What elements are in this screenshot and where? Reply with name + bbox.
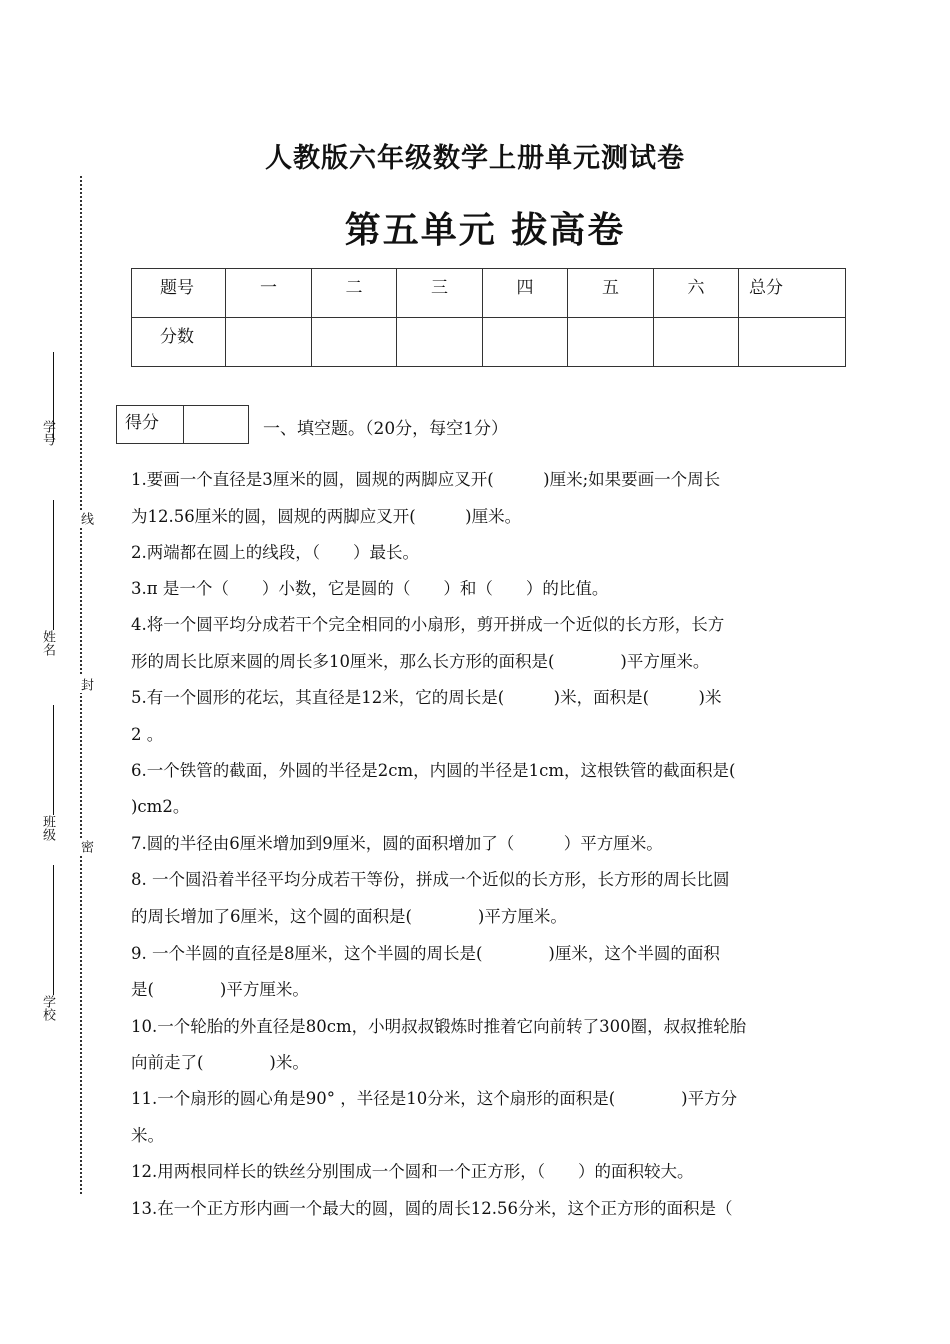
- page-title: 人教版六年级数学上册单元测试卷: [265, 143, 685, 174]
- question-line: 11.一个扇形的圆心角是90° ，半径是10分米，这个扇形的面积是( )平方分: [131, 1089, 738, 1108]
- page-subtitle: 第五单元 拔高卷: [344, 210, 626, 251]
- score-input-cell[interactable]: [654, 318, 739, 367]
- question-line: 是( )平方厘米。: [131, 980, 309, 999]
- question-line: 2.两端都在圆上的线段，（ ）最长。: [131, 543, 419, 562]
- score-input-cell[interactable]: [568, 318, 654, 367]
- section-score-box: [116, 405, 249, 444]
- seal-char-xian: 线: [78, 512, 93, 525]
- score-table-cell: 总分: [739, 269, 846, 318]
- score-table-cell: 六: [654, 269, 739, 318]
- seal-char-mi: 密: [78, 840, 93, 853]
- question-line: 13.在一个正方形内画一个最大的圆，圆的周长12.56分米，这个正方形的面积是（: [131, 1199, 733, 1218]
- score-table-cell: 四: [483, 269, 568, 318]
- question-line: 2 。: [131, 725, 164, 744]
- student-id-label: 学号: [40, 420, 55, 446]
- score-table-header-row: [132, 269, 846, 318]
- seal-char-feng: 封: [78, 678, 93, 691]
- name-line: [53, 500, 54, 630]
- question-line: 的周长增加了6厘米，这个圆的面积是( )平方厘米。: [131, 907, 567, 926]
- question-line: 12.用两根同样长的铁丝分别围成一个圆和一个正方形，（ ）的面积较大。: [131, 1162, 694, 1181]
- question-line: 8. 一个圆沿着半径平均分成若干等份，拼成一个近似的长方形，长方形的周长比圆: [131, 870, 730, 889]
- question-line: 3.π 是一个（ ）小数，它是圆的（ ）和（ ）的比值。: [131, 579, 609, 598]
- score-table: [131, 268, 846, 367]
- question-line: 6.一个铁管的截面，外圆的半径是2cm，内圆的半径是1cm，这根铁管的截面积是(: [131, 761, 736, 780]
- score-table-cell: 一: [226, 269, 312, 318]
- question-line: 4.将一个圆平均分成若干个完全相同的小扇形，剪开拼成一个近似的长方形，长方: [131, 615, 725, 634]
- question-line: 向前走了( )米。: [131, 1053, 309, 1072]
- score-input-cell[interactable]: [312, 318, 397, 367]
- score-table-cell: 五: [568, 269, 654, 318]
- question-line: 10.一个轮胎的外直径是80cm，小明叔叔锻炼时推着它向前转了300圈，叔叔推轮胎: [131, 1017, 747, 1036]
- score-table-cell: 分数: [132, 318, 226, 367]
- question-line: 5.有一个圆形的花坛，其直径是12米，它的周长是( )米，面积是( )米: [131, 688, 722, 707]
- score-input-cell[interactable]: [226, 318, 312, 367]
- school-label: 学校: [40, 995, 55, 1021]
- score-input-cell[interactable]: [397, 318, 483, 367]
- score-table-cell: 题号: [132, 269, 226, 318]
- question-line: )cm2。: [131, 797, 190, 816]
- question-line: 米。: [131, 1126, 164, 1145]
- section-score-label: 得分: [125, 413, 159, 433]
- class-line: [53, 705, 54, 815]
- score-table-cell: 三: [397, 269, 483, 318]
- school-line: [53, 865, 54, 995]
- question-line: 9. 一个半圆的直径是8厘米，这个半圆的周长是( )厘米，这个半圆的面积: [131, 944, 720, 963]
- score-table-cell: 二: [312, 269, 397, 318]
- score-input-cell[interactable]: [483, 318, 568, 367]
- section-title: 一、填空题。（20分，每空1分）: [263, 419, 508, 439]
- section-score-divider: [183, 406, 184, 443]
- class-label: 班级: [40, 815, 55, 841]
- score-input-cell[interactable]: [739, 318, 846, 367]
- question-line: 7.圆的半径由6厘米增加到9厘米，圆的面积增加了（ ）平方厘米。: [131, 834, 663, 853]
- question-line: 1.要画一个直径是3厘米的圆，圆规的两脚应叉开( )厘米;如果要画一个周长: [131, 470, 721, 489]
- question-line: 为12.56厘米的圆，圆规的两脚应叉开( )厘米。: [131, 507, 522, 526]
- question-line: 形的周长比原来圆的周长多10厘米，那么长方形的面积是( )平方厘米。: [131, 652, 710, 671]
- score-table-score-row: [132, 318, 846, 367]
- name-label: 姓名: [40, 630, 55, 656]
